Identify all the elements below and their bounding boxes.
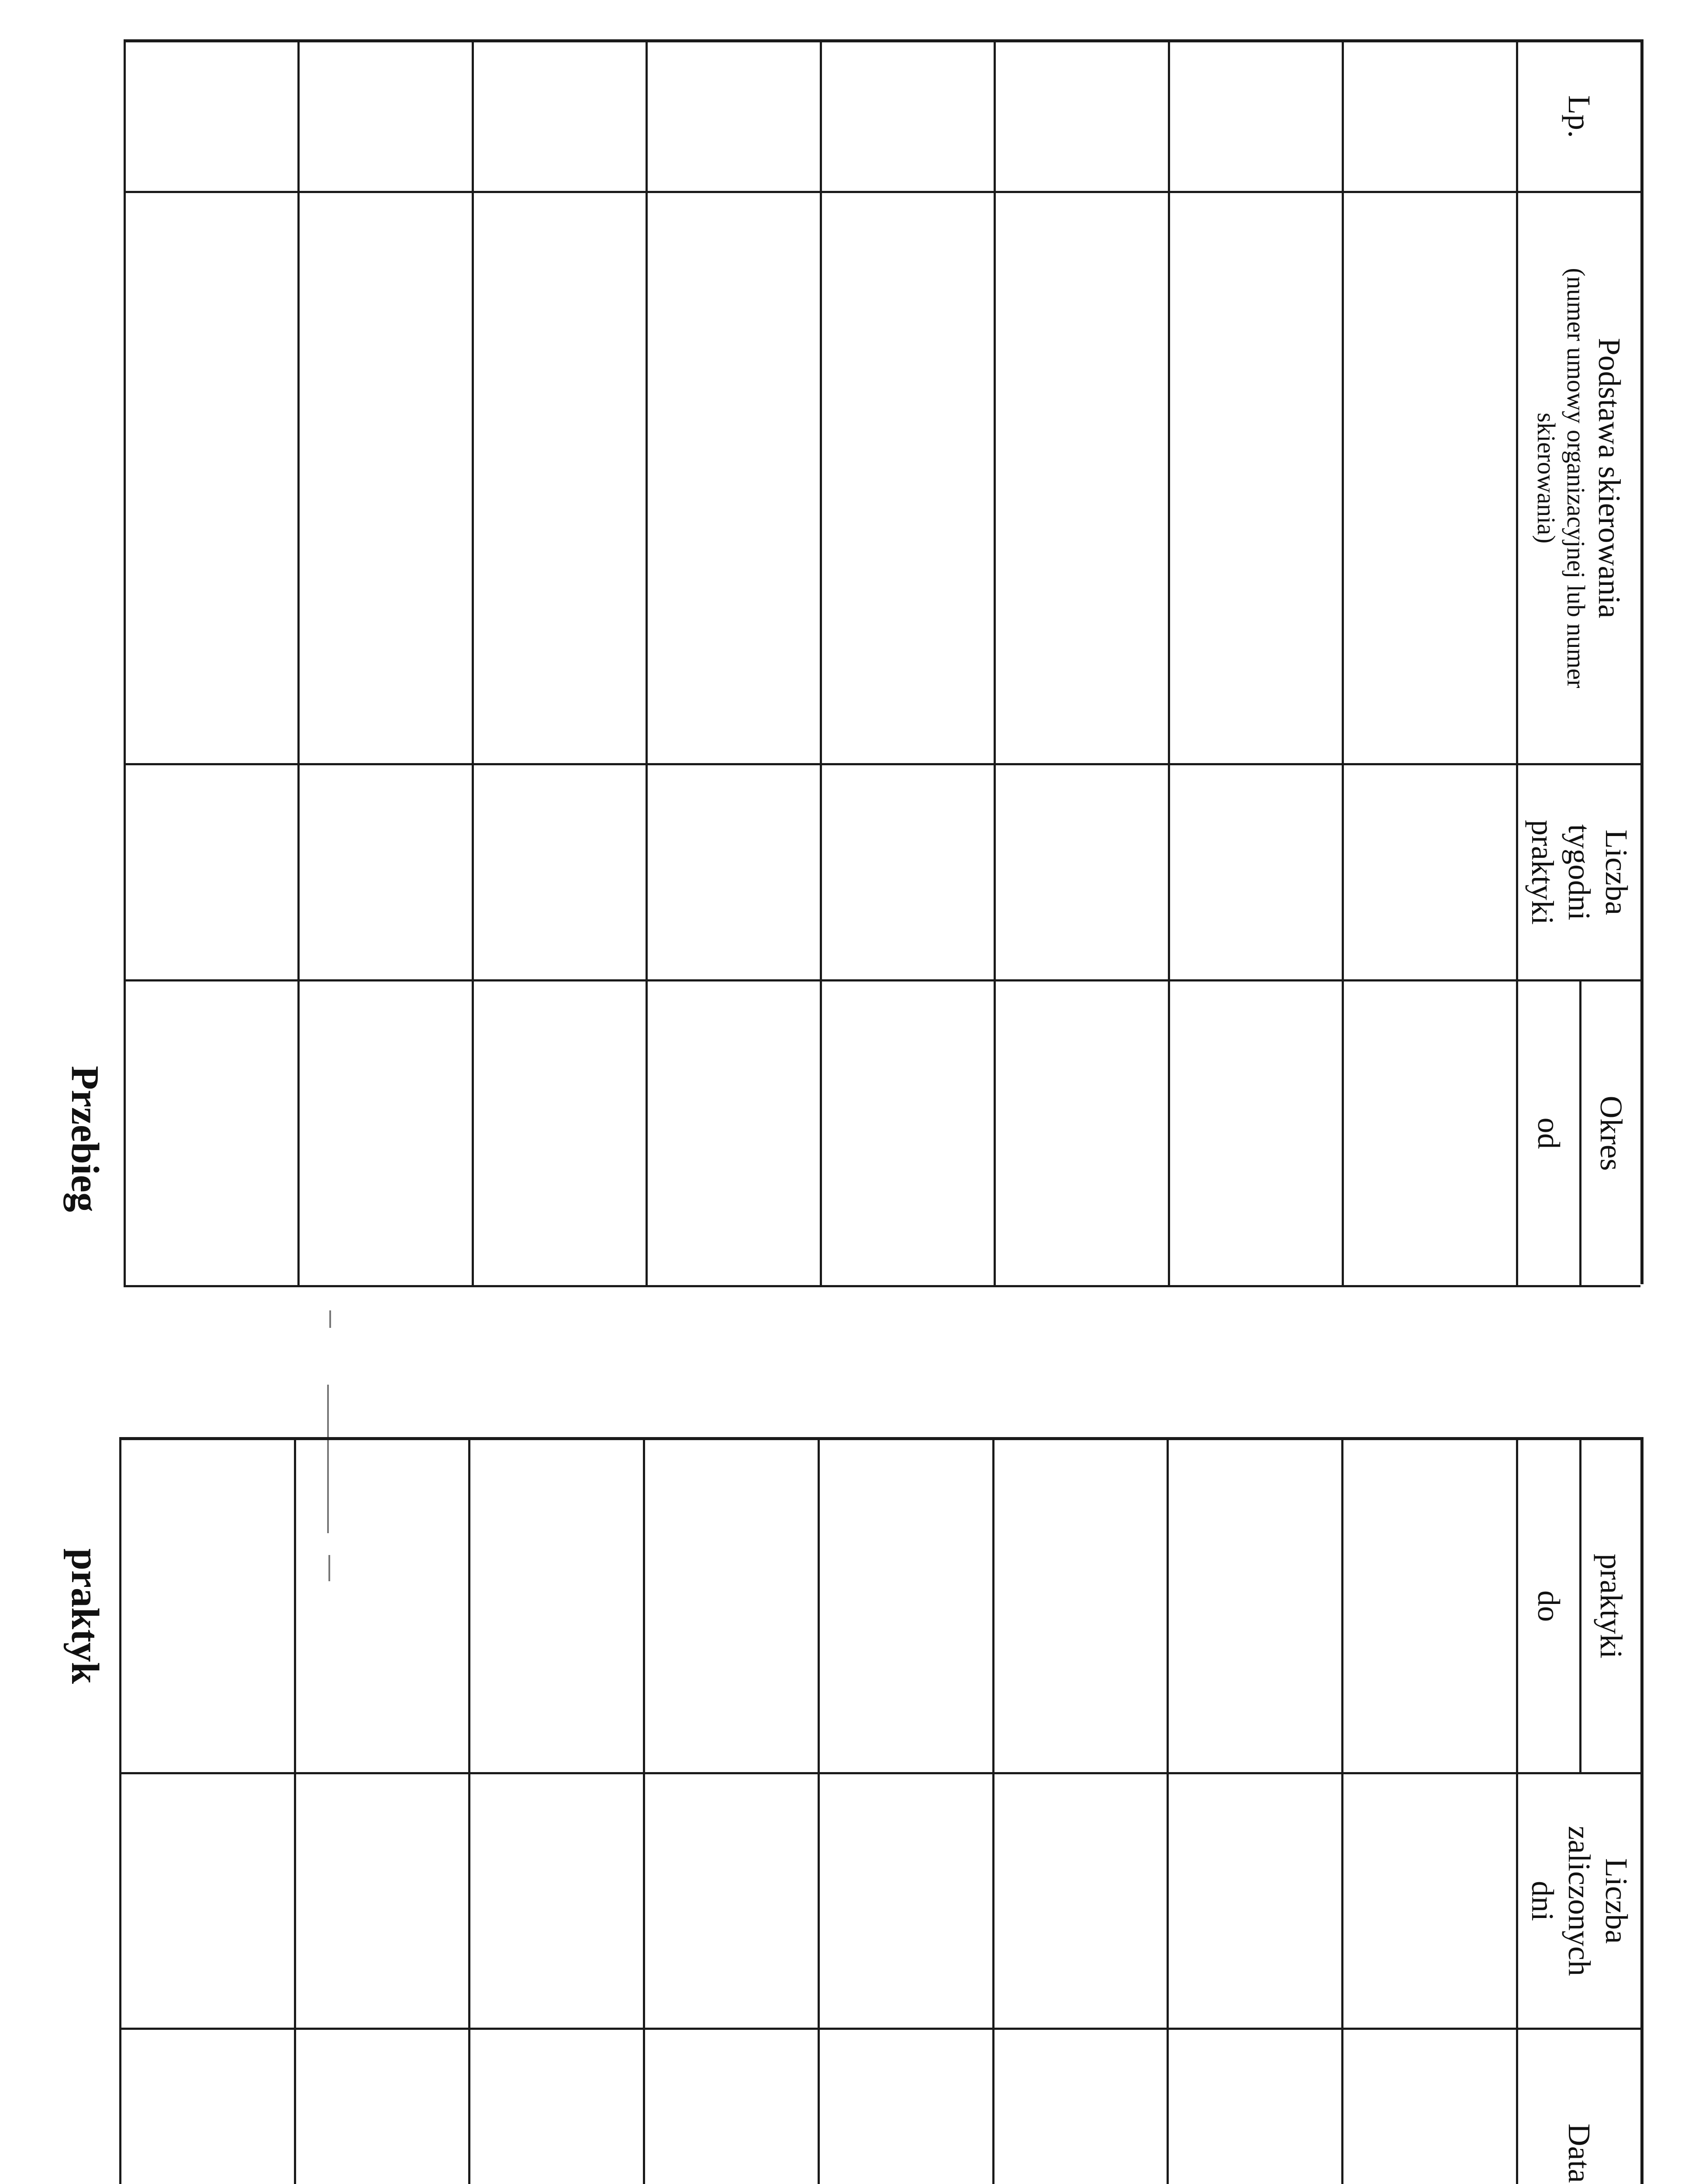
form-cell — [646, 765, 820, 981]
form-cell — [472, 193, 646, 765]
left-table — [124, 39, 1644, 1284]
form-cell — [818, 1774, 992, 2030]
header-liczba-dni: Liczba zaliczonych dni — [1516, 1774, 1640, 2030]
form-cell — [643, 2030, 818, 2184]
header-podstawa — [1516, 193, 1640, 765]
form-cell — [992, 1440, 1167, 1774]
form-cell — [994, 981, 1168, 1287]
form-cell — [1342, 981, 1516, 1287]
form-cell — [994, 765, 1168, 981]
form-cell — [298, 42, 472, 193]
form-cell — [124, 765, 298, 981]
form-cell — [818, 1440, 992, 1774]
form-cell — [469, 2030, 643, 2184]
form-cell — [298, 981, 472, 1287]
form-cell — [1342, 193, 1516, 765]
form-cell — [1167, 1774, 1342, 2030]
cut-line — [329, 1310, 331, 1328]
form-cell — [1342, 765, 1516, 981]
form-cell — [1341, 2030, 1516, 2184]
header-podstawa-label: Podstawa skierowania — [1592, 338, 1627, 619]
form-cell — [1168, 765, 1342, 981]
form-cell — [994, 193, 1168, 765]
form-cell — [469, 1774, 643, 2030]
right-table — [119, 1437, 1644, 2184]
form-cell — [294, 1774, 469, 2030]
form-cell — [994, 42, 1168, 193]
form-cell — [646, 193, 820, 765]
form-cell — [472, 981, 646, 1287]
header-data: Data — [1516, 2030, 1640, 2184]
heading-left: Przebieg — [63, 1066, 107, 1212]
form-cell — [992, 1774, 1167, 2030]
form-cell — [643, 1440, 818, 1774]
form-cell — [820, 981, 994, 1287]
form-cell — [469, 1440, 643, 1774]
form-cell — [294, 2030, 469, 2184]
form-cell — [119, 2030, 294, 2184]
form-cell — [1168, 42, 1342, 193]
header-podstawa-note: (numer umowy organizacyjnej lub numer skierowania) — [1532, 268, 1590, 688]
form-cell — [472, 765, 646, 981]
form-cell — [643, 1774, 818, 2030]
header-lp: Lp. — [1516, 42, 1640, 193]
form-cell — [1168, 981, 1342, 1287]
form-cell — [820, 193, 994, 765]
form-cell — [1341, 1440, 1516, 1774]
header-praktyki: praktyki — [1579, 1440, 1640, 1774]
form-cell — [1341, 1774, 1516, 2030]
form-cell — [1342, 42, 1516, 193]
form-cell — [646, 42, 820, 193]
form-cell — [298, 765, 472, 981]
form-cell — [1168, 193, 1342, 765]
form-cell — [294, 1440, 469, 1774]
form-cell — [298, 193, 472, 765]
form-cell — [820, 42, 994, 193]
form-cell — [119, 1440, 294, 1774]
form-cell — [1167, 1440, 1342, 1774]
header-liczba-tygodni: Liczba tygodni praktyki — [1516, 765, 1640, 981]
form-cell — [124, 42, 298, 193]
header-do: do — [1516, 1440, 1579, 1774]
form-cell — [1167, 2030, 1342, 2184]
form-cell — [818, 2030, 992, 2184]
form-cell — [820, 765, 994, 981]
form-cell — [124, 981, 298, 1287]
form-cell — [124, 193, 298, 765]
form-cell — [992, 2030, 1167, 2184]
header-od: od — [1516, 981, 1579, 1287]
form-cell — [472, 42, 646, 193]
form-cell — [646, 981, 820, 1287]
header-okres: Okres — [1579, 981, 1640, 1287]
heading-right: praktyk — [63, 1548, 107, 1684]
form-cell — [119, 1774, 294, 2030]
